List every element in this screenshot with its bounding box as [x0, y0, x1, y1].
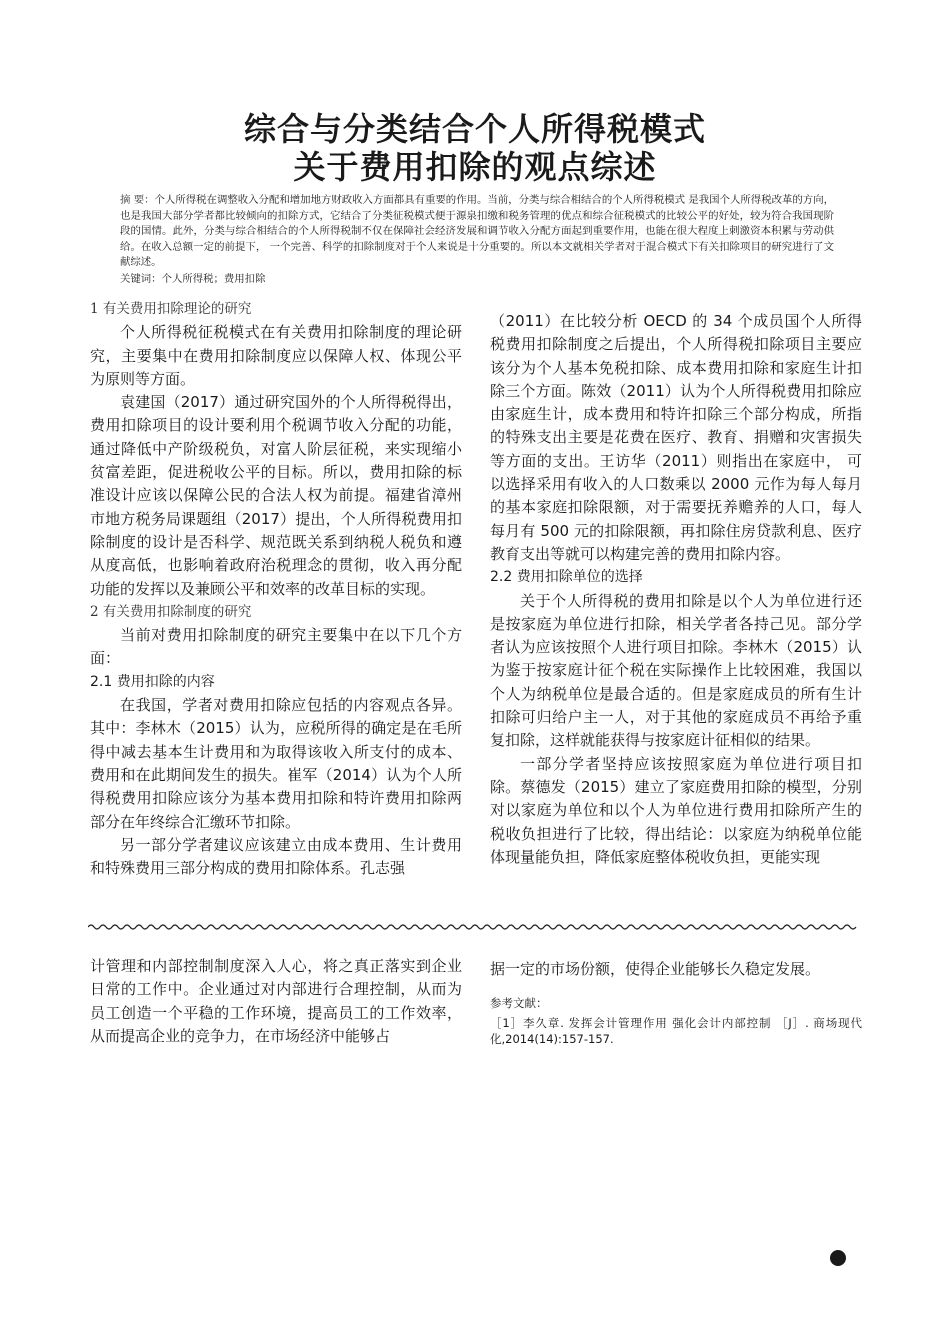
paragraph: 关于个人所得税的费用扣除是以个人为单位进行还是按家庭为单位进行扣除，相关学者各持己见。部分学者认为应该按照个人进行项目扣除。李林木（2015）认为鉴于按家庭计征个税在实际操作上比较困难，我国以个人为纳税单位是最合适的。但是家庭成员的所有生计扣除可归给户主一人，对于其他的家庭成员不再给予重复扣除，这样就能获得与按家庭计征相似的结果。: [490, 591, 862, 750]
abstract-label: 摘 要：: [120, 194, 155, 206]
section-2-2-heading: 2.2 费用扣除单位的选择: [490, 569, 643, 586]
keywords-text: 个人所得税；费用扣除: [161, 273, 266, 285]
article-title-line-2: 关于费用扣除的观点综述: [293, 148, 657, 186]
abstract-text: 个人所得税在调整收入分配和增加地方财政收入方面都具有重要的作用。当前，分类与综合相结合的个人所得税模式 是我国个人所得税改革的方向，也是我国大部分学者都比较倾向的扣除方式，它结合了分类征税模式便于源泉扣缴和税务管理的优点和综合征税模式的比较公平的好处，较为符合我国现阶段的国情。此外，分类与综合相结合的个人所得税制不仅在保障社会经济发展和调节收入分配方面起到重要作用，也能在很大程度上刺激资本积累与劳动供给。在收入总额一定的前提下， 一个完善、科学的扣除制度对于个人来说是十分重要的。所以本文就相关学者对于混合模式下有关扣除项目的研究进行了文献综述。: [120, 194, 834, 268]
paragraph: 计管理和内部控制制度深入人心，将之真正落实到企业日常的工作中。企业通过对内部进行合理控制，从而为员工创造一个平稳的工作环境，提高员工的工作效率，从而提高企业的竞争力，在市场经济中能够占: [90, 957, 462, 1045]
section-1-heading: 1 有关费用扣除理论的研究: [90, 301, 252, 317]
paragraph: 袁建国（2017）通过研究国外的个人所得税得出，费用扣除项目的设计要利用个税调节收入分配的功能，通过降低中产阶级税负，对富人阶层征税，来实现缩小贫富差距，促进税收公平的目标。所以，费用扣除的标准设计应该以保障公民的合法人权为前提。福建省漳州市地方税务局课题组（2017）提出，个人所得税费用扣除制度的设计是否科学、规范既关系到纳税人税负和遵从度高低，也影响着政府治税理念的贯彻，收入再分配功能的发挥以及兼顾公平和效率的改革目标的实现。: [90, 393, 462, 598]
paragraph: 当前对费用扣除制度的研究主要集中在以下几个方面：: [90, 626, 462, 668]
paragraph: 个人所得税征税模式在有关费用扣除制度的理论研究，主要集中在费用扣除制度应以保障人权、体现公平为原则等方面。: [90, 323, 462, 388]
paragraph: 据一定的市场份额，使得企业能够长久稳定发展。: [490, 960, 821, 978]
section-2-heading: 2 有关费用扣除制度的研究: [90, 603, 252, 620]
references-heading: 参考文献：: [490, 996, 548, 1011]
article-title-line-1: 综合与分类结合个人所得税模式: [243, 110, 706, 148]
wavy-divider: [88, 922, 860, 932]
paragraph: 另一部分学者建议应该建立由成本费用、生计费用和特殊费用三部分构成的费用扣除体系。孔志强: [90, 835, 462, 878]
paragraph: 一部分学者坚持应该按照家庭为单位进行项目扣除。蔡德发（2015）建立了家庭费用扣除的模型，分别对以家庭为单位和以个人为单位进行费用扣除所产生的税收负担进行了比较，得出结论：以家庭为纳税单位能体现量能负担，降低家庭整体税收负担，更能实现: [490, 754, 862, 866]
left-column: [90, 298, 462, 880]
paragraph: （2011）在比较分析 OECD 的 34 个成员国个人所得税费用扣除制度之后提出，个人所得税扣除项目主要应该分为个人基本免税扣除、成本费用扣除和家庭生计扣除三个方面。陈效（2011）认为个人所得税费用扣除应由家庭生计，成本费用和特许扣除三个部分构成，所指的特殊支出主要是花费在医疗、教育、捐赠和灾害损失等方面的支出。王访华（2011）则指出在家庭中， 可以选择采用有收入的人口数乘以 2000 元作为每人每月的基本家庭扣除限额，对于需要抚养赡养的人口，每人每月有 500 元的扣除限额，再扣除住房贷款利息、医疗教育支出等就可以构建完善的费用扣除内容。: [490, 312, 862, 563]
keywords: [120, 272, 265, 287]
keywords-label: 关键词：: [120, 273, 162, 285]
bottom-left-column: [90, 955, 462, 1048]
reference-item: ［1］李久章. 发挥会计管理作用 强化会计内部控制 ［J］. 商场现代化,2014(14):157-157.: [490, 1016, 862, 1047]
paragraph: 在我国，学者对费用扣除应包括的内容观点各异。其中：李林木（2015）认为，应税所得的确定是在毛所得中减去基本生计费用和为取得该收入所支付的成本、费用和在此期间发生的损失。崔军（2014）认为个人所得税费用扣除应该分为基本费用扣除和特许费用扣除两部分在年终综合汇缴环节扣除。: [90, 696, 462, 831]
right-column: [490, 310, 862, 869]
abstract: [120, 193, 834, 271]
bottom-right-column: [490, 958, 862, 1047]
page-marker-icon: [830, 1250, 846, 1266]
section-2-1-heading: 2.1 费用扣除的内容: [90, 673, 215, 690]
